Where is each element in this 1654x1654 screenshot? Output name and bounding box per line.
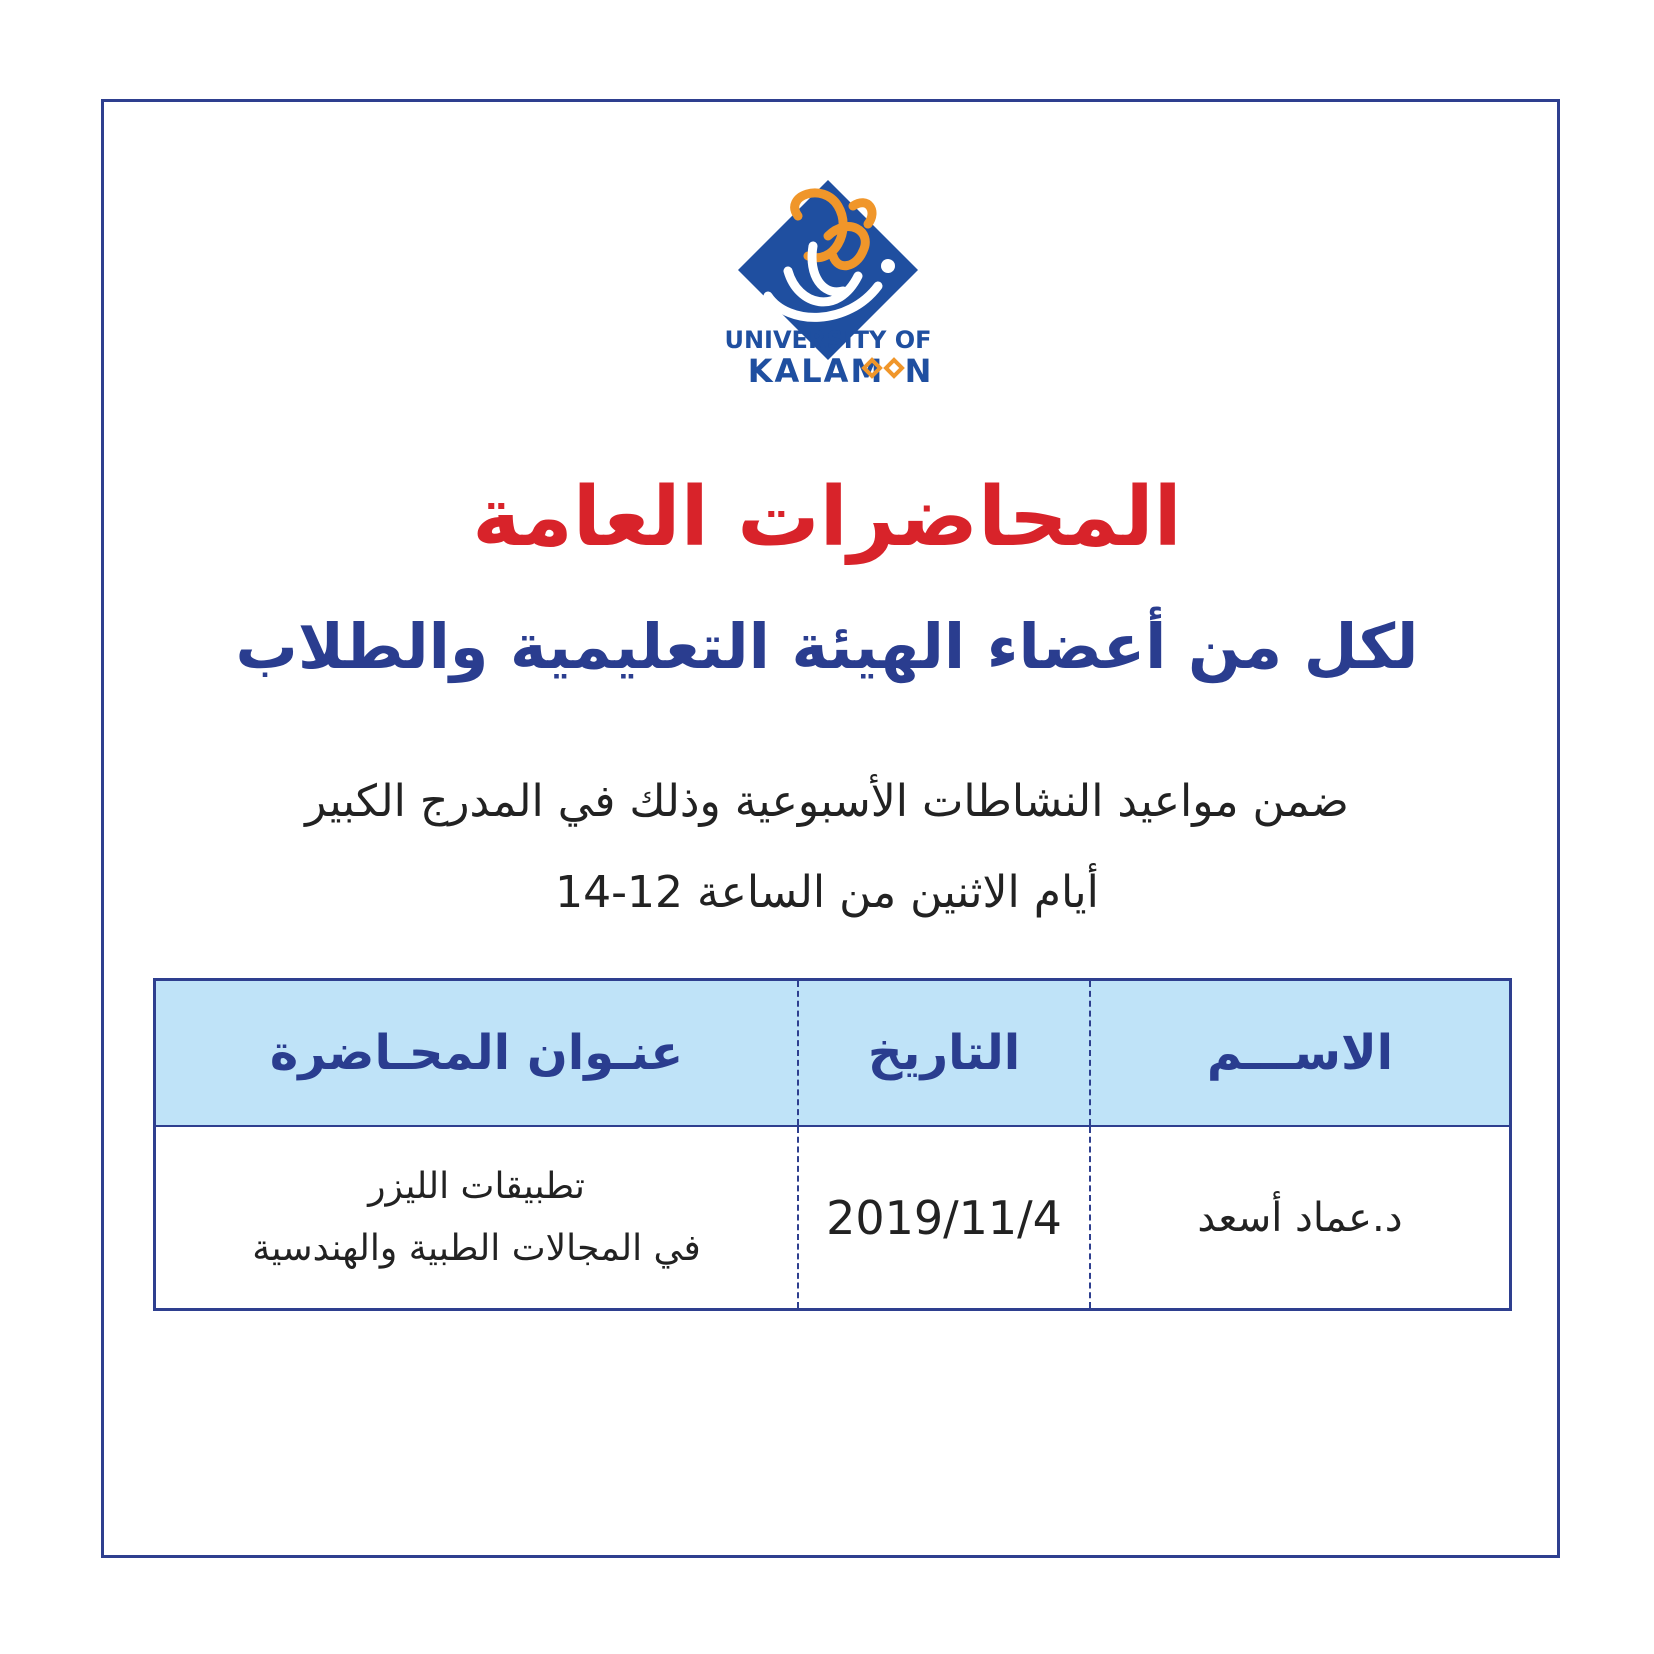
lecture-table bbox=[153, 978, 1512, 1311]
lecture-title-line-1: تطبيقات الليزر bbox=[368, 1165, 585, 1207]
logo-text-line2-end: N bbox=[904, 352, 932, 390]
lecture-title bbox=[252, 1156, 701, 1280]
header-name: الاســـم bbox=[1089, 981, 1509, 1125]
schedule-info-line-1: ضمن مواعيد النشاطات الأسبوعية وذلك في المدرج الكبير bbox=[305, 776, 1349, 827]
schedule-info-line-2: أيام الاثنين من الساعة 12-14 bbox=[555, 867, 1099, 918]
logo-text-line1: UNIVERSITY OF bbox=[724, 326, 932, 354]
table-row bbox=[156, 1127, 1509, 1308]
table-header-row bbox=[156, 981, 1509, 1127]
header-lecture-title: عنـوان المحـاضرة bbox=[269, 1025, 684, 1081]
logo-orange-diamond-2 bbox=[886, 360, 902, 376]
logo-text-line2-start: KALAM bbox=[747, 352, 885, 390]
lecture-title-line-2: في المجالات الطبية والهندسية bbox=[252, 1227, 701, 1269]
cell-date bbox=[797, 1127, 1089, 1308]
lecture-date: 2019/11/4 bbox=[826, 1190, 1062, 1245]
cell-lecturer-name: د.عماد أسعد bbox=[1089, 1127, 1509, 1308]
university-logo bbox=[724, 176, 932, 401]
header-date: التاريخ bbox=[797, 981, 1089, 1125]
logo-dot bbox=[881, 259, 895, 273]
page-subtitle: لكل من أعضاء الهيئة التعليمية والطلاب bbox=[235, 610, 1419, 683]
cell-lecture-title bbox=[156, 1127, 797, 1308]
page-title: المحاضرات العامة bbox=[472, 470, 1182, 565]
